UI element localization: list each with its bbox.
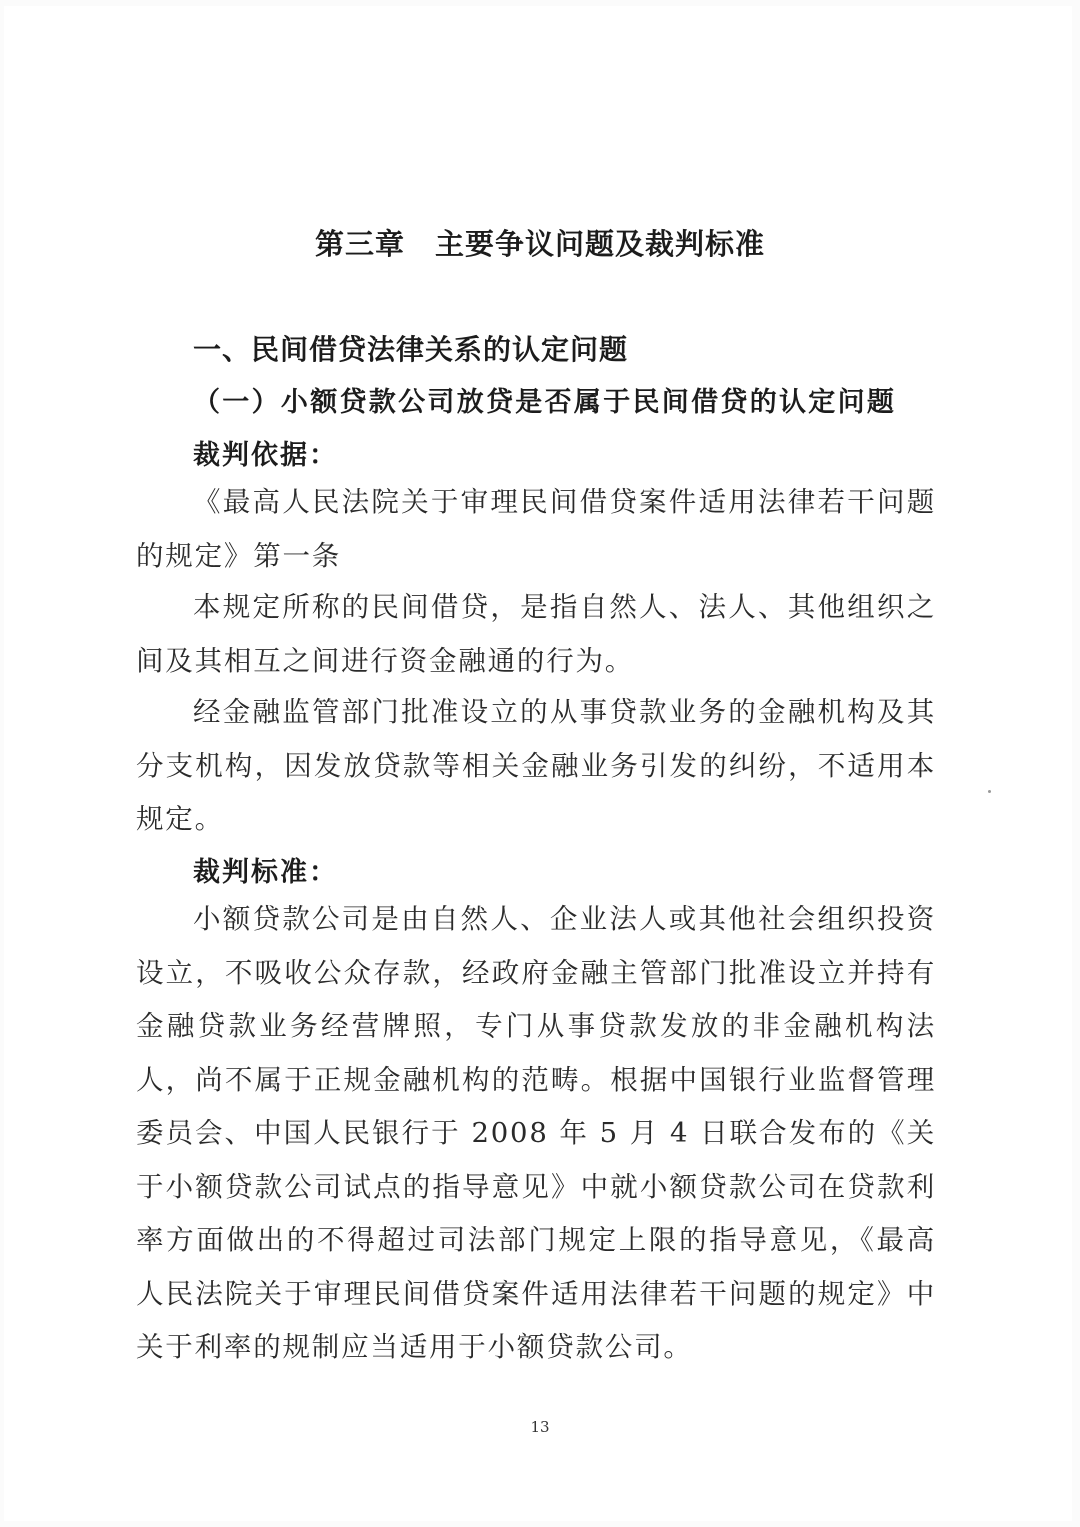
basis-paragraph-definition: 本规定所称的民间借贷，是指自然人、法人、其他组织之间及其相互之间进行资金融通的行为。 xyxy=(136,591,936,677)
basis-paragraph-exclusion: 经金融监管部门批准设立的从事贷款业务的金融机构及其分支机构，因发放贷款等相关金融业务引发的纠纷，不适用本规定。 xyxy=(136,696,936,835)
basis-heading: 裁判依据： xyxy=(193,440,338,471)
standard-paragraph: 小额贷款公司是由自然人、企业法人或其他社会组织投资设立，不吸收公众存款，经政府金融主管部门批准设立并持有金融贷款业务经营牌照，专门从事贷款发放的非金融机构法人，尚不属于正规金融机构的范畴。根据中国银行业监督管理委员会、中国人民银行于 2008 年 5 月 4 日联合发布的《关于小额贷款公司试点的指导意见》中就小额贷款公司在贷款利率方面做出的不得超过司法部门规定上限的指导意见，《最高人民法院关于审理民间借贷案件适用法律若干问题的规定》中关于利率的规制应当适用于小额贷款公司。 xyxy=(136,903,936,1363)
subsection-heading: （一）小额贷款公司放贷是否属于民间借贷的认定问题 xyxy=(193,387,897,418)
scan-speck xyxy=(988,790,991,793)
basis-paragraph-citation: 《最高人民法院关于审理民间借贷案件适用法律若干问题的规定》第一条 xyxy=(136,486,936,572)
page-number: 13 xyxy=(530,1418,550,1436)
standard-heading: 裁判标准： xyxy=(193,857,338,888)
chapter-number: 第三章 xyxy=(314,227,405,261)
chapter-title xyxy=(0,222,1080,263)
chapter-name: 主要争议问题及裁判标准 xyxy=(435,227,766,261)
section-heading: 一、民间借贷法律关系的认定问题 xyxy=(193,333,629,366)
